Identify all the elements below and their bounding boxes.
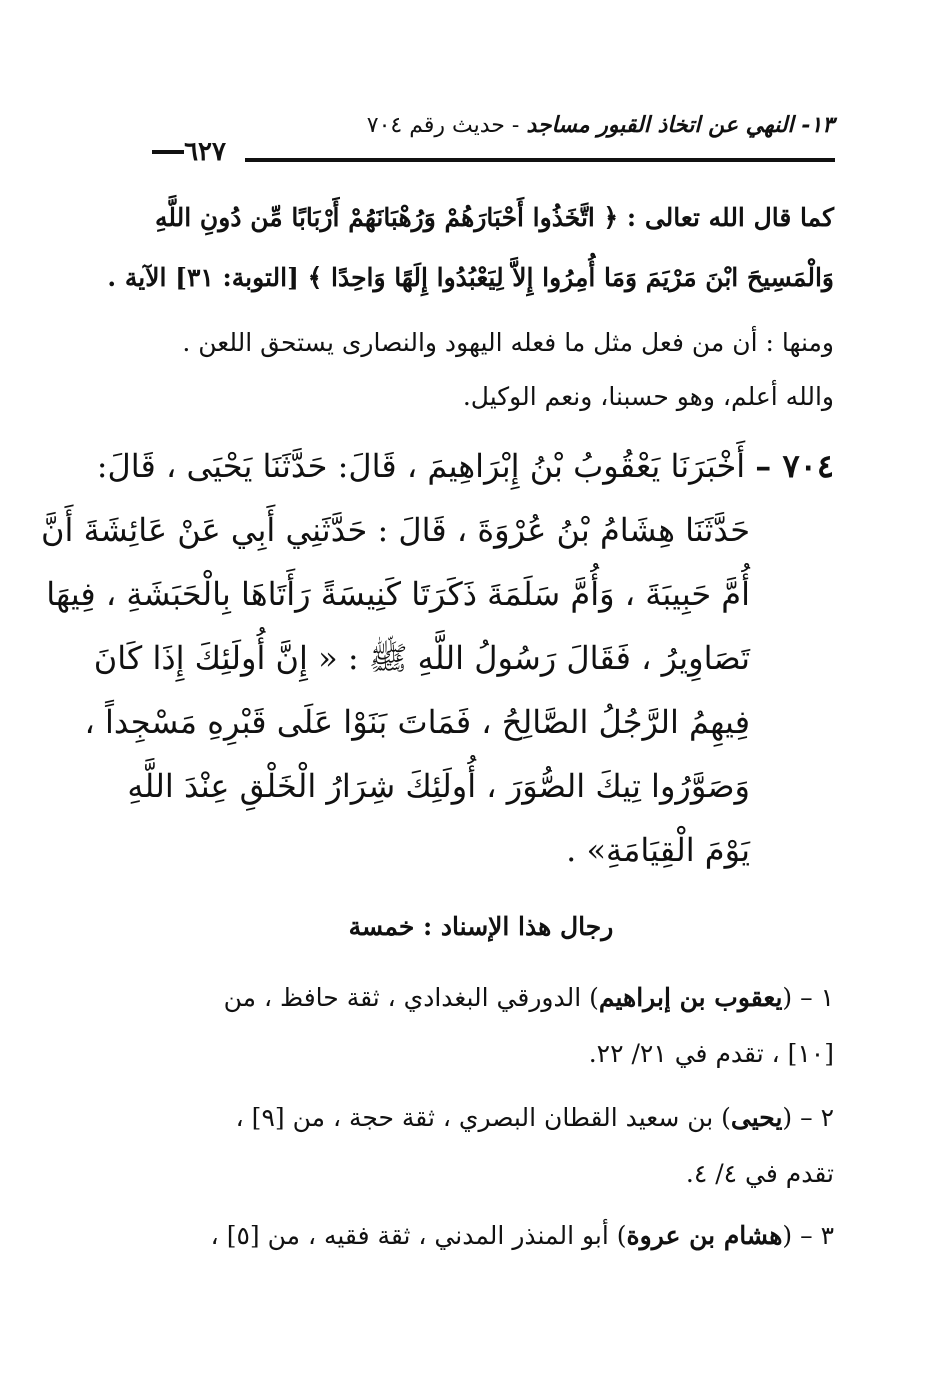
text-line: حَدَّثَنَا هِشَامُ بْنُ عُرْوَةَ ، قَالَ : حَدَّثَنِي أَبِي عَنْ عَائِشَةَ أَنَّ xyxy=(41,511,750,549)
header-rule xyxy=(245,158,835,162)
page-number-dash xyxy=(152,150,184,154)
section-heading: رجال هذا الإسناد : خمسة xyxy=(348,912,614,941)
text-line: وَصَوَّرُوا تِيكَ الصُّوَرَ ، أُولَئِكَ شِرَارُ الْخَلْقِ عِنْدَ اللَّهِ xyxy=(127,767,750,805)
narrator-entry xyxy=(128,970,834,1082)
narrator-name: يعقوب بن إبراهيم xyxy=(598,983,783,1012)
text-line: تقدم في ٤/ ٤. xyxy=(685,1159,834,1188)
text-line: أَخْبَرَنَا يَعْقُوبُ بْنُ إِبْرَاهِيمَ ، قَالَ: حَدَّثَنَا يَحْيَى ، قَالَ: xyxy=(96,447,746,485)
text-line: تَصَاوِيرُ ، فَقَالَ رَسُولُ اللَّهِ ﷺ : « إِنَّ أُولَئِكَ إِذَا كَانَ xyxy=(93,639,750,677)
hadith-number: ٧٠٤ – xyxy=(755,447,834,485)
text-line: والله أعلم، وهو حسبنا، ونعم الوكيل. xyxy=(462,382,834,411)
text-line xyxy=(128,1090,834,1146)
conclusion-paragraph xyxy=(128,316,834,424)
text-line: يَوْمَ الْقِيَامَةِ» . xyxy=(566,831,750,869)
text-line: فِيهِمُ الرَّجُلُ الصَّالِحُ ، فَمَاتَ بَنَوْا عَلَى قَبْرِهِ مَسْجِداً ، xyxy=(84,703,750,741)
hadith-text xyxy=(41,434,834,882)
entry-prefix: ٢ – ( xyxy=(782,1103,834,1132)
header-separator: - xyxy=(511,113,520,138)
entry-description: ) الدورقي البغدادي ، ثقة حافظ ، من xyxy=(223,983,599,1012)
text-line: أُمَّ حَبِيبَةَ ، وَأُمَّ سَلَمَةَ ذَكَرَتَا كَنِيسَةً رَأَتَاهَا بِالْحَبَشَةِ ، فِيهَا xyxy=(46,575,750,613)
narrator-name: هشام بن عروة xyxy=(626,1221,783,1250)
hadith-first-line xyxy=(96,434,834,498)
entry-description: ) أبو المنذر المدني ، ثقة فقيه ، من [٥] ، xyxy=(210,1221,627,1250)
running-header xyxy=(367,112,834,138)
narrator-name: يحيى xyxy=(730,1103,783,1132)
entry-prefix: ٣ – ( xyxy=(782,1221,834,1250)
text-line: كما قال الله تعالى : ﴿ اتَّخَذُوا أَحْبَارَهُمْ وَرُهْبَانَهُمْ أَرْبَابًا مِّن دُونِ اللَّهِ xyxy=(154,203,834,232)
hadith-reference: حديث رقم ٧٠٤ xyxy=(366,113,505,138)
intro-paragraph xyxy=(107,188,834,308)
entry-prefix: ١ – ( xyxy=(782,983,834,1012)
narrator-entry xyxy=(128,1090,834,1202)
page-number-area xyxy=(128,132,242,172)
narrator-entry xyxy=(128,1208,834,1264)
chapter-title: ١٣- النهي عن اتخاذ القبور مساجد xyxy=(526,112,834,138)
text-line: ومنها : أن من فعل مثل ما فعله اليهود والنصارى يستحق اللعن . xyxy=(182,328,834,357)
text-line: وَالْمَسِيحَ ابْنَ مَرْيَمَ وَمَا أُمِرُوا إِلاَّ لِيَعْبُدُوا إِلَهًا وَاحِدًا ﴾ [التوبة: ٣١] الآية . xyxy=(107,263,834,292)
text-line: [١٠] ، تقدم في ٢١/ ٢٢. xyxy=(588,1039,834,1068)
page-number: ٦٢٧ xyxy=(184,137,226,167)
text-line xyxy=(128,1208,834,1264)
entry-description: ) بن سعيد القطان البصري ، ثقة حجة ، من [٩] ، xyxy=(235,1103,731,1132)
text-line xyxy=(128,970,834,1026)
